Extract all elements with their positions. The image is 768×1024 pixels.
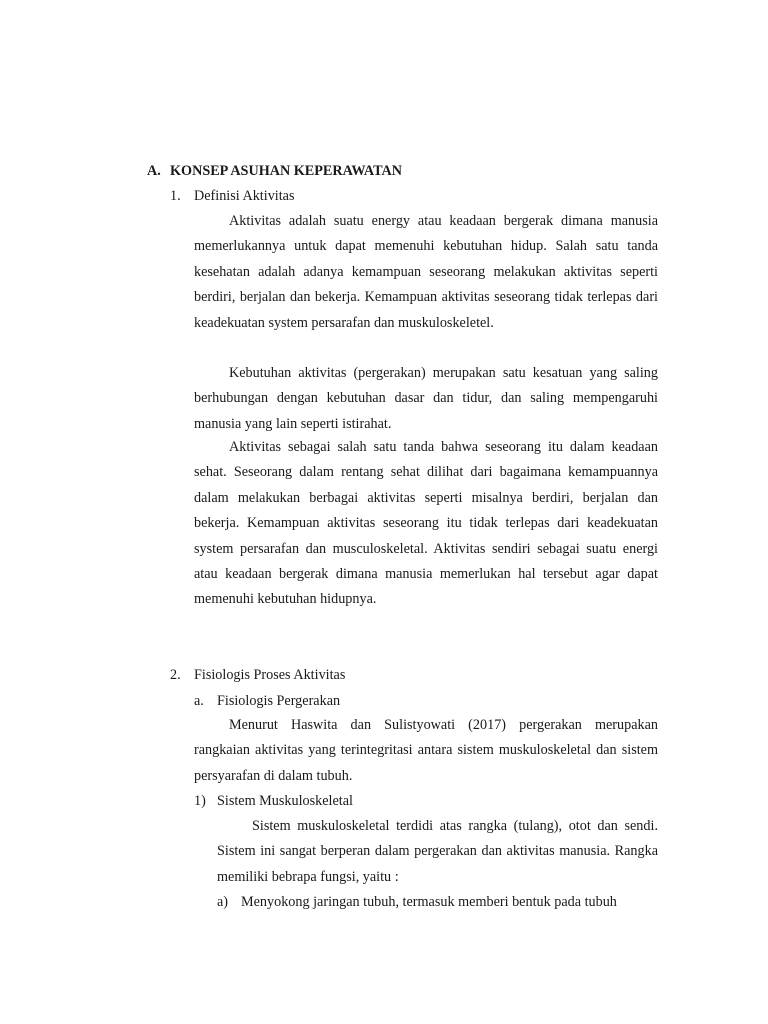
sub-a-paragraph: Menurut Haswita dan Sulistyowati (2017) pergerakan merupakan rangkaian aktivitas yang terintegritasi antara sistem muskuloskeletal dan sistem persyarafan di dalam tubuh. [194,717,658,784]
item2-title: Fisiologis Proses Aktivitas [194,667,346,683]
item2-number: 2. [170,667,181,683]
sub-1-title: Sistem Muskuloskeletal [217,793,353,809]
sub-a-title: Fisiologis Pergerakan [217,693,341,709]
item1-paragraph-2: Kebutuhan aktivitas (pergerakan) merupakan satu kesatuan yang saling berhubungan dengan kebutuhan dasar dan tidur, dan saling mempengaruhi manusia yang lain seperti istirahat. [194,365,658,432]
sub-1-marker: 1) [194,793,206,809]
section-marker: A. [147,163,161,179]
section-title: KONSEP ASUHAN KEPERAWATAN [170,163,403,179]
item1-paragraph-3: Aktivitas sebagai salah satu tanda bahwa seseorang itu dalam keadaan sehat. Seseorang dalam rentang sehat dilihat dari bagaimana kemampuannya dalam melakukan berbagai aktivitas seperti misalnya berdiri, berjalan dan bekerja. Kemampuan aktivitas seseorang itu tidak terlepas dari keadekuatan system persarafan dan musculoskeletal. Aktivitas sendiri sebagai suatu energi atau keadaan bergerak dimana manusia memerlukan hal tersebut agar dapat memenuhi kebutuhan hidupnya. [194,439,658,608]
sub-a-marker: a. [194,693,204,709]
sub-a2-marker: a) [217,894,229,910]
sub-a2-text: Menyokong jaringan tubuh, termasuk memberi bentuk pada tubuh [241,894,617,910]
sub-1-paragraph: Sistem muskuloskeletal terdidi atas rangka (tulang), otot dan sendi. Sistem ini sangat berperan dalam pergerakan dan aktivitas manusia. Rangka memiliki bebrapa fungsi, yaitu : [217,818,658,885]
item1-title: Definisi Aktivitas [194,188,295,204]
item1-number: 1. [170,188,181,204]
item1-paragraph-1: Aktivitas adalah suatu energy atau keadaan bergerak dimana manusia memerlukannya untuk dapat memenuhi kebutuhan hidup. Salah satu tanda kesehatan adalah adanya kemampuan seseorang melakukan aktivitas seperti berdiri, berjalan dan bekerja. Kemampuan aktivitas seseorang tidak terlepas dari keadekuatan system persarafan dan muskuloskeletel. [194,213,658,331]
